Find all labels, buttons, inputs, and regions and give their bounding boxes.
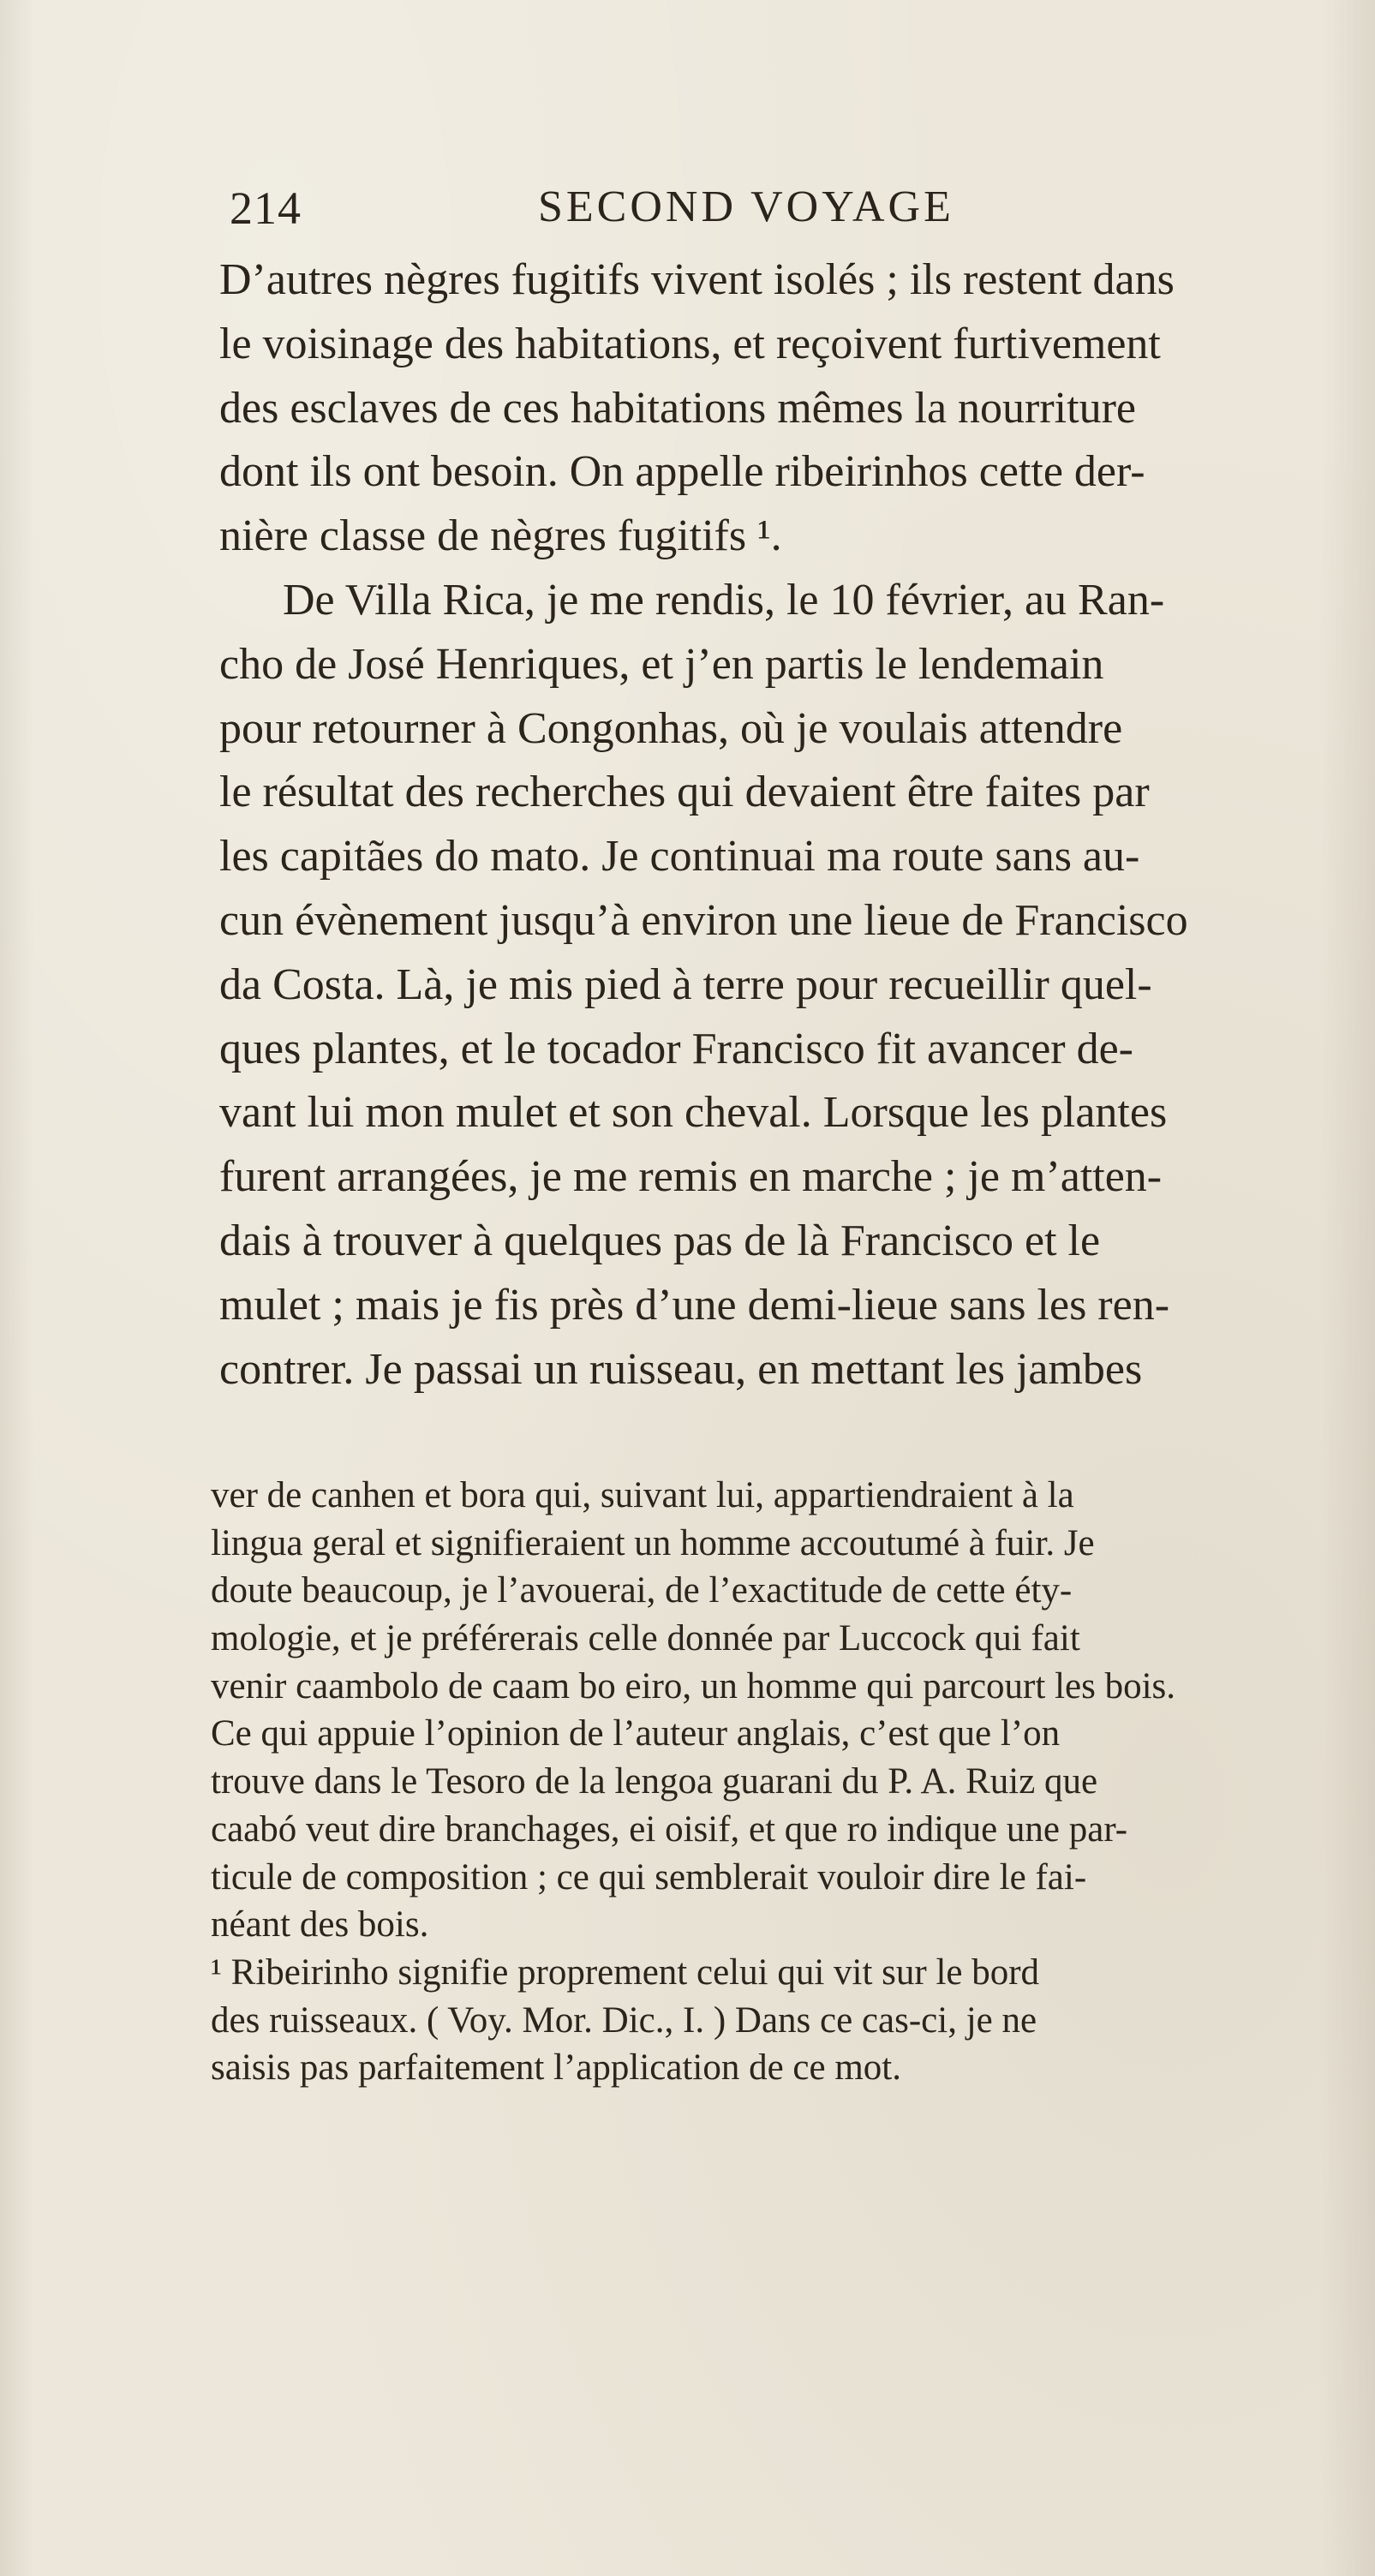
text-line: contrer. Je passai un ruisseau, en mettant les jambes [219, 1344, 1143, 1394]
page-header [230, 182, 1189, 242]
page-number: 214 [230, 182, 302, 234]
text-line: cun évènement jusqu’à environ une lieue de Francisco [219, 895, 1188, 945]
footnote-line: ticule de composition ; ce qui semblerait vouloir dire le fai- [211, 1856, 1087, 1898]
text-line: ques plantes, et le tocador Francisco fit avancer de- [219, 1024, 1133, 1073]
text-line: dont ils ont besoin. On appelle ribeirinhos cette der- [219, 447, 1145, 497]
text-line: da Costa. Là, je mis pied à terre pour recueillir quel- [219, 959, 1152, 1009]
text-line: les capitães do mato. Je continuai ma route sans au- [219, 832, 1140, 882]
footnote-line: néant des bois. [211, 1904, 429, 1945]
main-text [219, 248, 1350, 1402]
footnotes [211, 1472, 1350, 2092]
text-line: D’autres nègres fugitifs vivent isolés ; ils restent dans [219, 255, 1175, 304]
text-line: dais à trouver à quelques pas de là Francisco et le [219, 1216, 1101, 1265]
footnote-line: doute beaucoup, je l’avouerai, de l’exactitude de cette éty- [211, 1570, 1073, 1611]
footnote-line: mologie, et je préférerais celle donnée par Luccock qui fait [211, 1618, 1080, 1659]
footnote-line: ver de canhen et bora qui, suivant lui, appartiendraient à la [211, 1475, 1074, 1515]
footnote-line: trouve dans le Tesoro de la lengoa guarani du P. A. Ruiz que [211, 1761, 1098, 1802]
text-line: cho de José Henriques, et j’en partis le lendemain [219, 639, 1104, 689]
text-line: des esclaves de ces habitations mêmes la nourriture [219, 383, 1136, 433]
footnote-line: lingua geral et signifieraient un homme accoutumé à fuir. Je [211, 1522, 1095, 1563]
text-line: mulet ; mais je fis près d’une demi-lieue sans les ren- [219, 1280, 1170, 1330]
footnote-line: saisis pas parfaitement l’application de ce mot. [211, 2047, 901, 2089]
text-line: vant lui mon mulet et son cheval. Lorsque les plantes [219, 1088, 1168, 1138]
text-line: furent arrangées, je me remis en marche ; je m’atten- [219, 1152, 1163, 1202]
text-line: pour retourner à Congonhas, où je voulais attendre [219, 703, 1123, 753]
footnote-line: des ruisseaux. ( Voy. Mor. Dic., I. ) Dans ce cas-ci, je ne [211, 1999, 1037, 2041]
footnote-line: caabó veut dire branchages, ei oisif, et que ro indique une par- [211, 1808, 1128, 1850]
footnote-line: Ce qui appuie l’opinion de l’auteur anglais, c’est que l’on [211, 1713, 1061, 1754]
footnote-line: ¹ Ribeirinho signifie proprement celui qui vit sur le bord [211, 1951, 1040, 1993]
footnote-line: venir caambolo de caam bo eiro, un homme qui parcourt les bois. [211, 1665, 1176, 1706]
text-line: nière classe de nègres fugitifs ¹. [219, 511, 782, 561]
text-line: le résultat des recherches qui devaient être faites par [219, 768, 1150, 817]
text-line: le voisinage des habitations, et reçoivent furtivement [219, 319, 1161, 368]
text-line: De Villa Rica, je me rendis, le 10 février, au Ran- [283, 575, 1165, 625]
running-head: SECOND VOYAGE [538, 182, 954, 231]
